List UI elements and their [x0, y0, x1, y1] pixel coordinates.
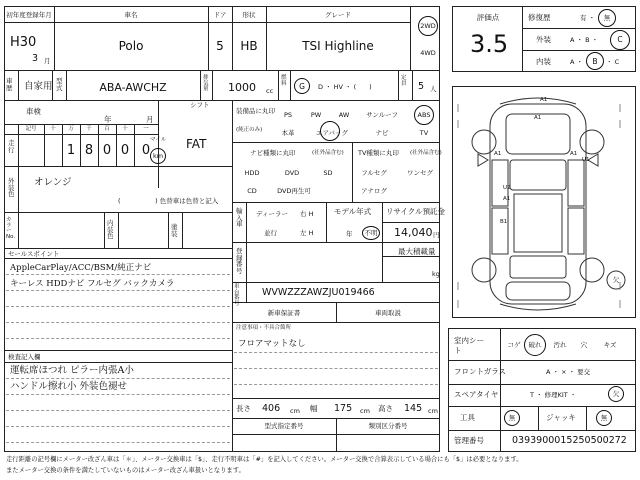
grade: TSI Highline — [302, 39, 374, 53]
interior-color-label: 内装色 — [107, 219, 114, 240]
digit-header-3: 千 — [86, 126, 92, 132]
degree-yes: 有 ・ — [580, 14, 596, 22]
tv-analog: アナログ — [361, 187, 387, 195]
color-label: 外装色 — [8, 177, 15, 198]
inspector-line-1: 運転席ほつれ ピラー内張A小 — [10, 365, 134, 376]
diagram-label-u2: U2 — [503, 185, 511, 191]
km-label: km — [152, 152, 164, 160]
mile-label: マイル — [150, 137, 167, 143]
usage: 自家用 — [24, 81, 53, 92]
shift-label: シフト — [190, 101, 210, 109]
import-label: 輸入車 — [236, 207, 243, 228]
equip-abs: ABS — [417, 111, 431, 119]
diagram-side-mark: 欠 — [612, 276, 620, 284]
equip-navi: ナビ — [375, 129, 389, 137]
import-left: 左 H — [300, 229, 314, 237]
tv-type-sub: (社外品含む) — [410, 150, 442, 156]
equip-airbag: エアバッグ — [316, 129, 348, 137]
navi-type-sub: (社外品含む) — [312, 150, 344, 156]
capacity-label: 定員 — [401, 75, 407, 87]
era-year: H30 — [10, 35, 37, 50]
navi-hdd: HDD — [244, 169, 260, 177]
degree-label: 修復歴 — [528, 13, 551, 22]
category-label: 類別区分番号 — [368, 422, 408, 430]
inspector-line-2: ハンドル擦れ小 外装色褪せ — [10, 381, 128, 392]
digit-header-1: 十 — [50, 126, 56, 132]
equip-leather: 本革 — [281, 129, 295, 137]
inspector-label: 検査記入欄 — [8, 353, 41, 361]
equip-sunroof: サンルーフ — [366, 111, 398, 119]
sales-points-label: セールスポイント — [8, 250, 60, 258]
interior-value: B — [592, 57, 598, 66]
score-value: 3.5 — [470, 30, 509, 58]
glass-opts: A ・ × ・ 要交 — [546, 368, 591, 376]
glass-label: フロントガラス — [454, 367, 507, 376]
model-year-unknown: 不明 — [364, 229, 378, 237]
sales-line-1: AppleCarPlay/ACC/BSM/純正ナビ — [10, 263, 152, 273]
diagram-label-a1-front: A1 — [540, 97, 548, 103]
type-designation-label: 型式指定番号 — [264, 422, 304, 430]
digit-header-6: 一 — [143, 126, 149, 132]
navi-dvd-play: DVD再生可 — [277, 187, 311, 195]
inspection-month-label: 月 — [146, 115, 154, 124]
seat-label: 室内シート — [454, 336, 484, 355]
usage-label: 車歴 — [6, 77, 13, 92]
drive-4wd: 4WD — [420, 49, 436, 57]
fuel-rest: D ・ HV ・ ( ) — [318, 83, 372, 91]
max-load-label: 最大積載量 — [398, 247, 436, 256]
navi-type-label: ナビ種類に丸印 — [250, 149, 296, 157]
footer-line-2: またメーター交換の条件を満たしていないものはメーター改ざん車扱いとなります。 — [6, 467, 245, 474]
jack-value: 無 — [600, 414, 608, 422]
model-label: 型式 — [56, 77, 63, 92]
diagram-label-u1: U1 — [582, 157, 590, 163]
tv-fullseg: フルセグ — [361, 169, 387, 177]
diagram-label-a1-rear: A1 — [503, 196, 511, 202]
diagram-label-a1-hood: A1 — [534, 115, 542, 121]
degree-no: 無 — [603, 14, 611, 22]
mgmt-label: 管理番号 — [454, 436, 484, 445]
model-year-suffix: 年 — [346, 230, 353, 238]
digit-header-4: 百 — [104, 126, 110, 132]
equip-aw: AW — [338, 111, 350, 119]
equip-pw: PW — [310, 111, 322, 119]
jack-label: ジャッキ — [546, 413, 576, 422]
length-unit: cm — [290, 407, 300, 415]
model: ABA-AWCHZ — [99, 81, 167, 94]
inspection-label: 車検 — [26, 107, 41, 116]
first-reg-label: 初年度登録年月 — [6, 11, 52, 19]
interior-opts-a: A ・ — [570, 58, 584, 66]
car-name-label: 車名 — [124, 11, 138, 19]
interior-opts-c: ・ C — [606, 58, 620, 66]
digit-header-2: 万 — [68, 126, 74, 132]
reg-month-suffix: 月 — [44, 57, 51, 65]
spare-value: 欠 — [612, 390, 620, 398]
width-unit: cm — [360, 407, 370, 415]
import-parallel: 並行 — [264, 229, 277, 237]
cc-unit: cc — [266, 87, 274, 95]
shape: HB — [240, 39, 258, 53]
diagram-label-a1-left: A1 — [494, 151, 502, 157]
seat-opt-burn: コゲ — [507, 341, 521, 349]
drive-2wd: 2WD — [420, 22, 436, 30]
tools-value: 無 — [508, 414, 516, 422]
notes-value: フロアマットなし — [238, 339, 306, 349]
doors: 5 — [216, 39, 224, 53]
exterior-opts: A ・ B ・ — [570, 36, 599, 44]
max-load-unit: kg — [432, 270, 440, 278]
interior-label: 内装 — [536, 57, 551, 66]
equip-ps: PS — [283, 111, 293, 119]
seat-opt-hole: 穴 — [580, 341, 588, 349]
fuel-g: G — [299, 82, 305, 91]
recycle-unit: 円 — [433, 231, 440, 239]
displacement-label: 排気量 — [203, 75, 209, 92]
diagram-label-b1: B1 — [500, 219, 508, 225]
recycle-value: 14,040 — [394, 226, 433, 239]
navi-dvd: DVD — [284, 169, 300, 177]
car-name: Polo — [118, 39, 144, 53]
repaint-label: 塗装 — [171, 223, 178, 238]
digit-header-5: 十 — [122, 126, 128, 132]
seat-opt-dirt: 汚れ — [553, 341, 567, 349]
length: 406 — [262, 403, 281, 414]
length-label: 長さ — [236, 404, 251, 413]
new-warranty: 新車保証書 — [267, 309, 301, 317]
digit-3: 0 — [102, 143, 112, 158]
import-dealer: ディーラー — [256, 210, 288, 218]
shape-label: 形状 — [242, 11, 256, 19]
sales-line-2: キーレス HDDナビ フルセグ バックカメラ — [10, 279, 175, 289]
footer-line-1: 走行距離の記号欄にメーター改ざん車は「＊」、メーター交換車は「$」、走行不明車は「#」を記入してください。メーター交換で合算表示している場合にも「$」は必要となります。 — [6, 456, 523, 463]
mileage-row-label: 走行 — [8, 139, 15, 154]
color-no-label: カラーNo. — [6, 217, 16, 240]
navi-sd: SD — [323, 169, 333, 177]
equip-sub-label: (純正のみ) — [236, 127, 263, 133]
displacement: 1000 — [228, 81, 256, 94]
width: 175 — [334, 403, 353, 414]
width-label: 幅 — [310, 404, 318, 413]
notes-label: 注意事項・不具合箇所 — [236, 325, 292, 331]
score-label: 評価点 — [476, 13, 500, 22]
capacity-unit: 人 — [430, 85, 437, 93]
height-label: 高さ — [378, 404, 393, 413]
fuel-label: 燃料 — [281, 75, 287, 87]
import-right: 右 H — [300, 210, 314, 218]
chassis-no: WVWZZZAWZJU019466 — [262, 287, 375, 298]
capacity: 5 — [418, 81, 425, 92]
equip-tv: TV — [419, 129, 429, 137]
color-note: ( ) 色替車は色替と記入 — [118, 197, 219, 205]
manual: 車両取説 — [375, 309, 401, 317]
seat-opt-scratch: キズ — [603, 341, 617, 349]
equip-label: 装備品に丸印 — [236, 107, 275, 115]
spare-opts: T ・ 修理KIT ・ — [530, 391, 577, 399]
chassis-label: 車台番号 — [234, 284, 240, 307]
grade-label: グレード — [325, 11, 351, 19]
digit-header-0: 記号 — [25, 126, 37, 132]
recycle-label: リサイクル預託金 — [386, 207, 445, 216]
digit-1: 1 — [66, 143, 76, 158]
door-label: ドア — [213, 11, 227, 19]
digit-2: 8 — [84, 143, 94, 158]
tv-oneseg: ワンセグ — [407, 169, 433, 177]
reg-month: 3 — [32, 53, 39, 64]
tv-type-label: TV種類に丸印 — [358, 149, 399, 157]
exterior-label: 外装 — [536, 35, 551, 44]
shift: FAT — [186, 137, 207, 151]
digit-4: 0 — [120, 143, 130, 158]
inspection-year-label: 年 — [104, 115, 112, 124]
navi-cd: CD — [247, 187, 257, 195]
mgmt-no: 0393900015250500272 — [512, 435, 627, 446]
digit-5: 0 — [141, 143, 151, 158]
diagram-label-a1-right: A1 — [570, 151, 578, 157]
spare-label: スペアタイヤ — [454, 390, 499, 399]
model-year-label: モデル年式 — [334, 207, 372, 216]
seat-opt-tear: 破れ — [528, 341, 542, 349]
exterior-value: C — [617, 35, 623, 44]
diagram-box — [452, 86, 636, 318]
reg-label: 登録番号 — [236, 247, 243, 275]
height: 145 — [404, 403, 423, 414]
height-unit: cm — [428, 407, 438, 415]
color-value: オレンジ — [34, 177, 72, 188]
tools-label: 工具 — [460, 413, 475, 422]
